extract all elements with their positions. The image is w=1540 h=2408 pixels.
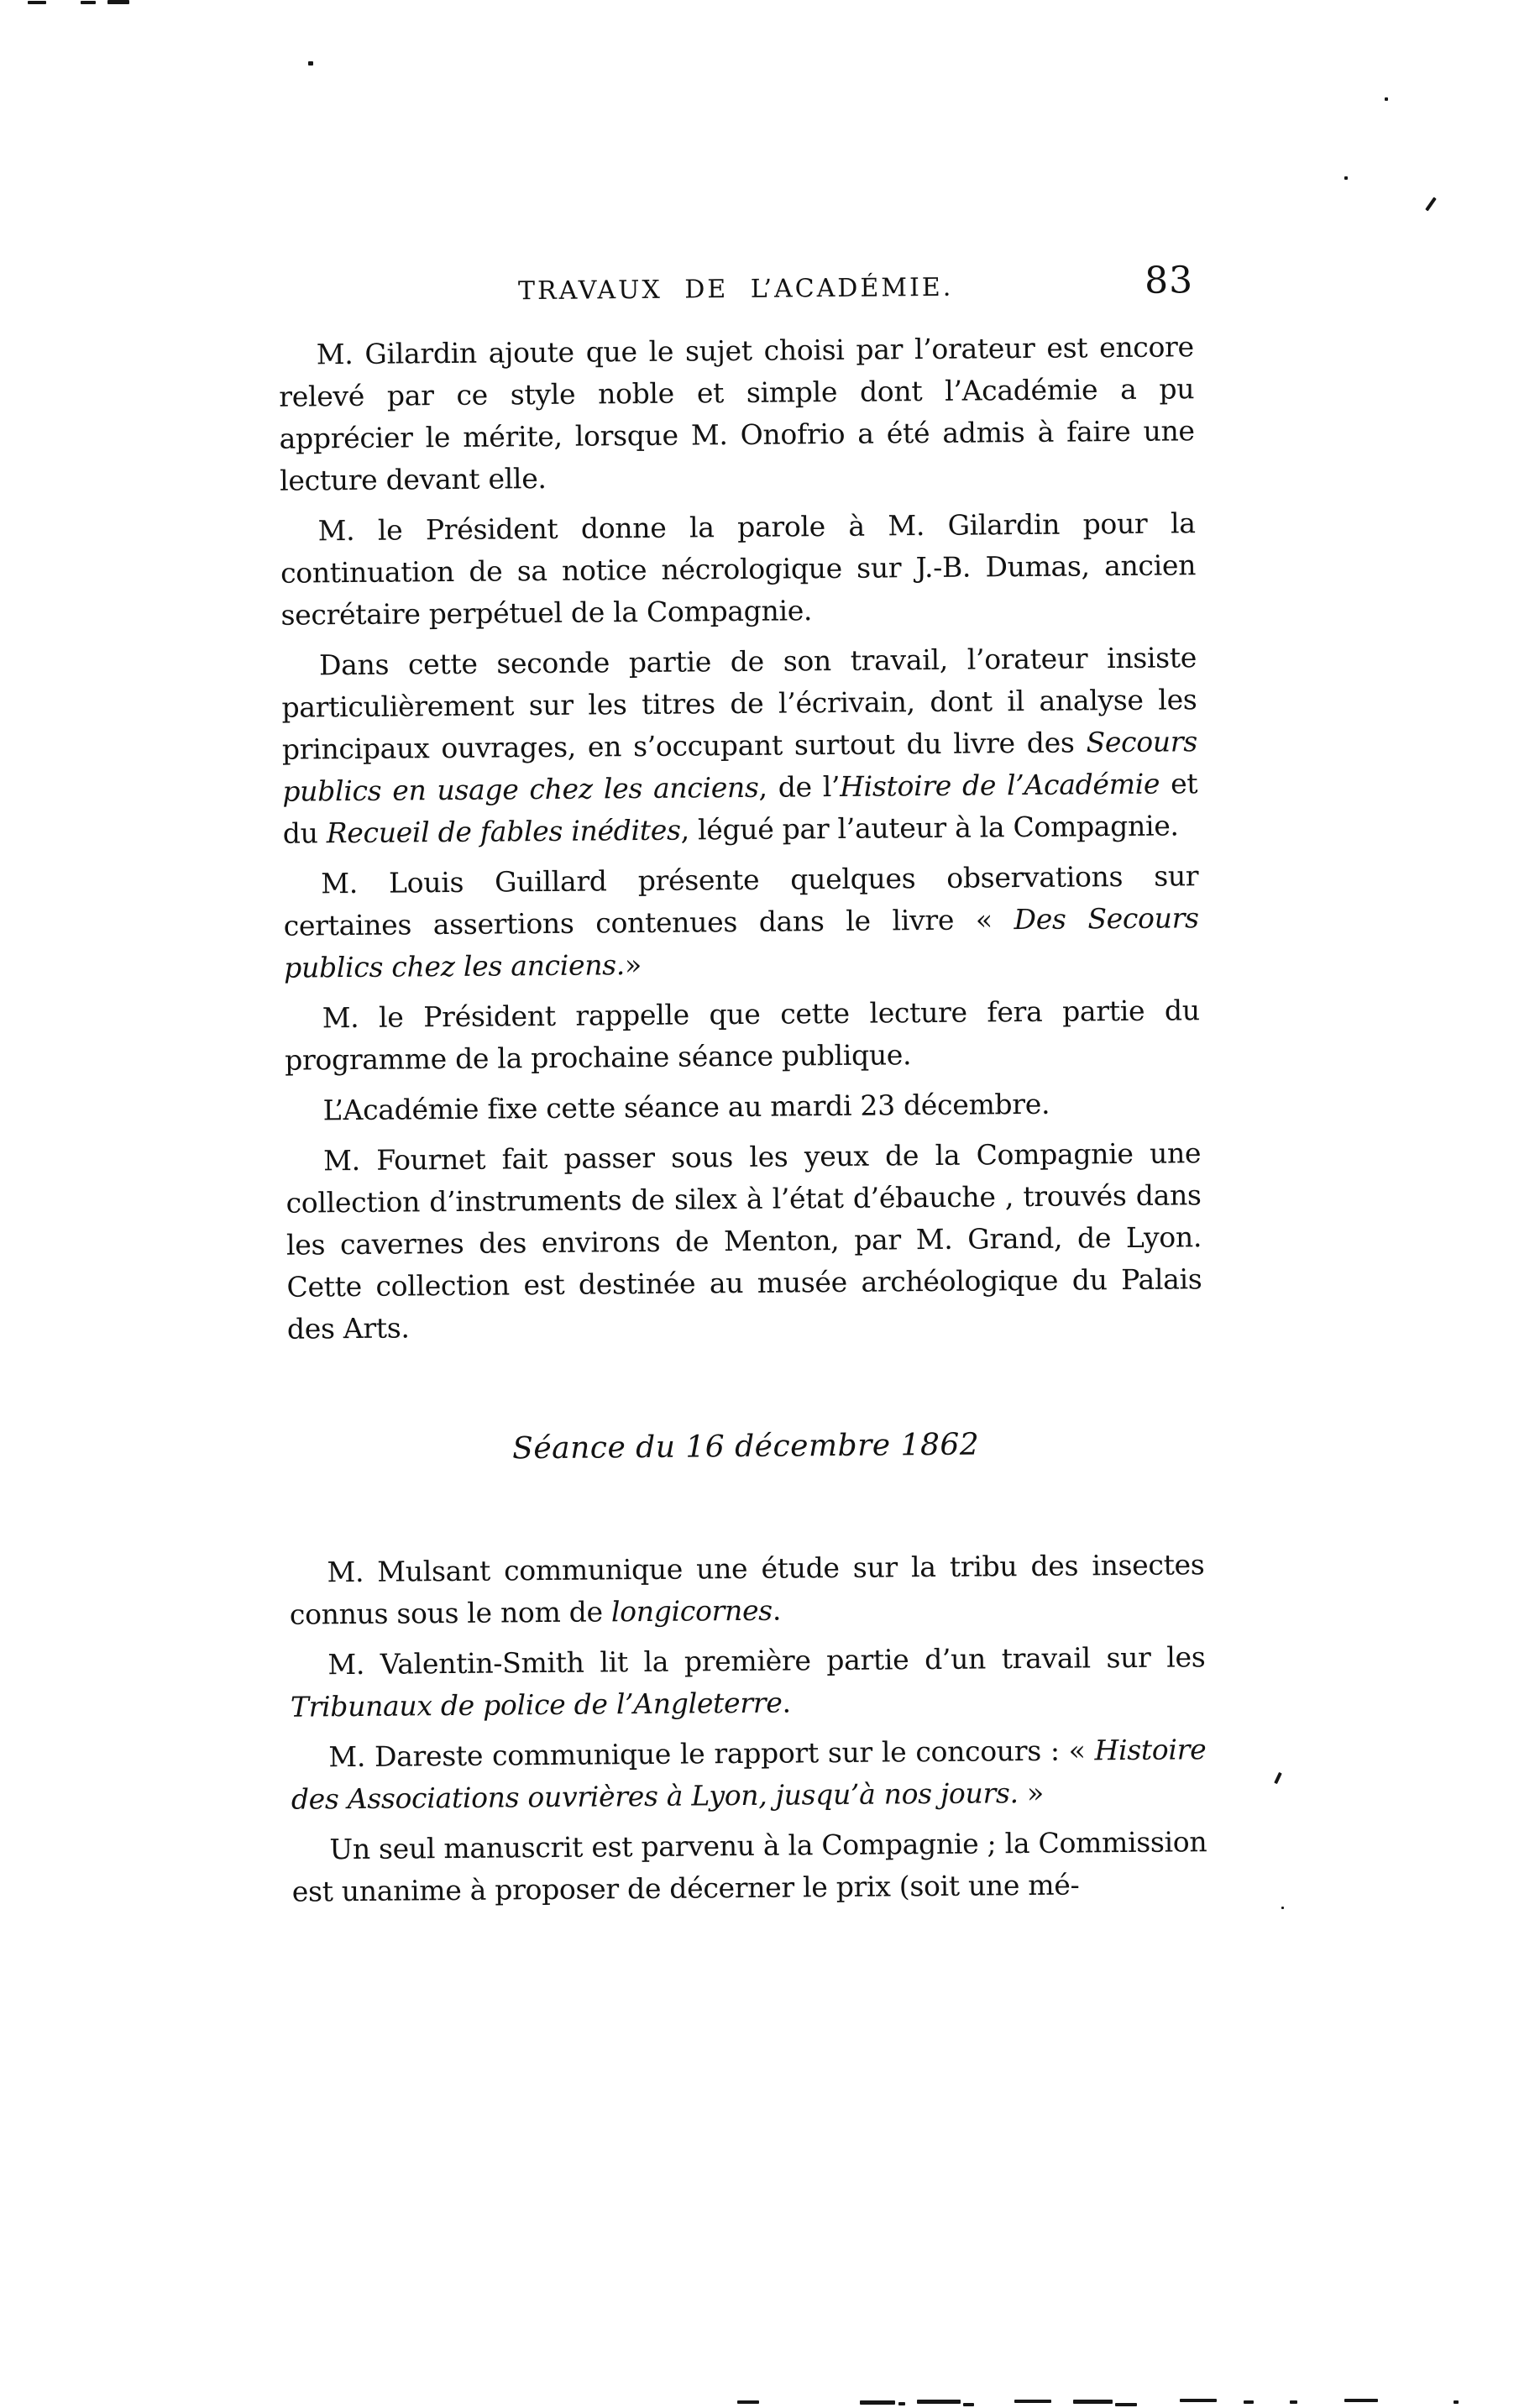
scan-artifact: [1281, 1907, 1284, 1909]
paragraph: [280, 502, 1196, 637]
text-run: , de l’: [758, 769, 841, 804]
paragraph: [281, 637, 1198, 855]
scan-artifact: [1274, 1772, 1282, 1784]
scan-artifact: [1425, 197, 1437, 211]
text-run: »: [624, 948, 642, 982]
scan-artifact: [963, 2403, 974, 2406]
text-run: Dans cette seconde partie de son travail, l’orateur insiste particulièrement sur les titres de l’écrivain, dont il analyse les principaux ouvrages, en s’occupant surtout du livre des: [281, 641, 1197, 766]
scan-artifact: [1244, 2400, 1254, 2404]
scan-artifact: [1180, 2399, 1217, 2402]
body-text: [279, 326, 1207, 1912]
text-run: Tribunaux de police de l’Angleterre: [290, 1686, 783, 1723]
running-title: TRAVAUX DE L’ACADÉMIE.: [517, 272, 954, 307]
paragraph: [291, 1821, 1207, 1913]
text-run: M. Mulsant communique une étude sur la tribu des insectes connus sous le nom de: [289, 1548, 1205, 1631]
scan-artifact: [860, 2400, 895, 2405]
scan-artifact: [917, 2400, 961, 2404]
paragraph: [291, 1729, 1207, 1821]
text-block: [278, 259, 1207, 1921]
text-run: Histoire des Associations ouvrières à Lyon, jusqu’à nos jours.: [291, 1733, 1207, 1816]
scan-artifact: [737, 2400, 759, 2404]
scan-artifact: [1290, 2400, 1297, 2404]
text-run: Un seul manuscrit est parvenu à la Compagnie ; la Commission est unanime à proposer de décerner le prix (soit une mé-: [291, 1825, 1207, 1908]
text-run: M. Dareste communique le rapport sur le concours : «: [328, 1734, 1095, 1774]
paragraph: [289, 1544, 1205, 1636]
text-run: »: [1018, 1776, 1045, 1810]
page-number: 83: [1144, 259, 1194, 302]
paragraph: [279, 326, 1196, 502]
text-run: , légué par l’auteur à la Compagnie.: [680, 809, 1179, 847]
text-run: M. Louis Guillard présente quelques observations sur certaines assertions contenues dans le livre «: [283, 859, 1199, 942]
text-run: M. le Président donne la parole à M. Gilardin pour la continuation de sa notice nécrologique sur J.-B. Dumas, ancien secrétaire perpétuel de la Compagnie.: [280, 506, 1197, 632]
section-heading: Séance du 16 décembre 1862: [512, 1427, 980, 1466]
paragraph: [283, 855, 1199, 989]
scan-artifact: [1073, 2400, 1113, 2404]
scan-artifact: [1344, 176, 1348, 180]
paragraph: [285, 1132, 1202, 1351]
paragraph: [285, 989, 1201, 1082]
text-run: et du: [282, 767, 1198, 850]
text-run: Recueil de fables inédites: [326, 813, 681, 850]
text-run: Histoire de l’Académie: [840, 767, 1160, 803]
scan-artifact: [1115, 2403, 1137, 2406]
text-run: longicornes: [610, 1593, 773, 1629]
page-header: [278, 259, 1194, 334]
scan-artifact: [1014, 2400, 1051, 2403]
scan-artifact: [28, 1, 46, 4]
scan-artifact: [898, 2402, 905, 2405]
paragraph: [290, 1636, 1206, 1729]
scan-artifact: [1454, 2400, 1459, 2404]
text-run: .: [772, 1593, 782, 1627]
text-run: Secours publics en usage chez les anciens: [282, 725, 1198, 808]
scan-artifact: [107, 0, 129, 4]
text-run: M. Valentin-Smith lit la première partie d’un travail sur les: [327, 1640, 1206, 1681]
text-run: M. Fournet fait passer sous les yeux de la Compagnie une collection d’instruments de silex à l’état d’ébauche , trouvés dans les cavernes des environs de Menton, par M. Grand, de Lyon. Cette collection est destinée au musée archéologique du Palais des Arts.: [285, 1136, 1202, 1346]
scan-artifact: [1385, 97, 1388, 101]
scan-artifact: [308, 61, 313, 66]
text-run: .: [782, 1686, 791, 1719]
text-run: M. Gilardin ajoute que le sujet choisi par l’orateur est encore relevé par ce style noble et simple dont l’Académie a pu apprécier le mérite, lorsque M. Onofrio a été admis à faire une lecture devant elle.: [279, 330, 1195, 497]
text-run: M. le Président rappelle que cette lecture fera partie du programme de la prochaine séance publique.: [284, 994, 1200, 1077]
text-run: L’Académie fixe cette séance au mardi 23 décembre.: [322, 1087, 1050, 1127]
text-run: Des Secours publics chez les anciens.: [284, 901, 1199, 984]
scan-artifact: [81, 1, 96, 4]
paragraph: [285, 1082, 1200, 1132]
scan-artifact: [1344, 2399, 1378, 2402]
